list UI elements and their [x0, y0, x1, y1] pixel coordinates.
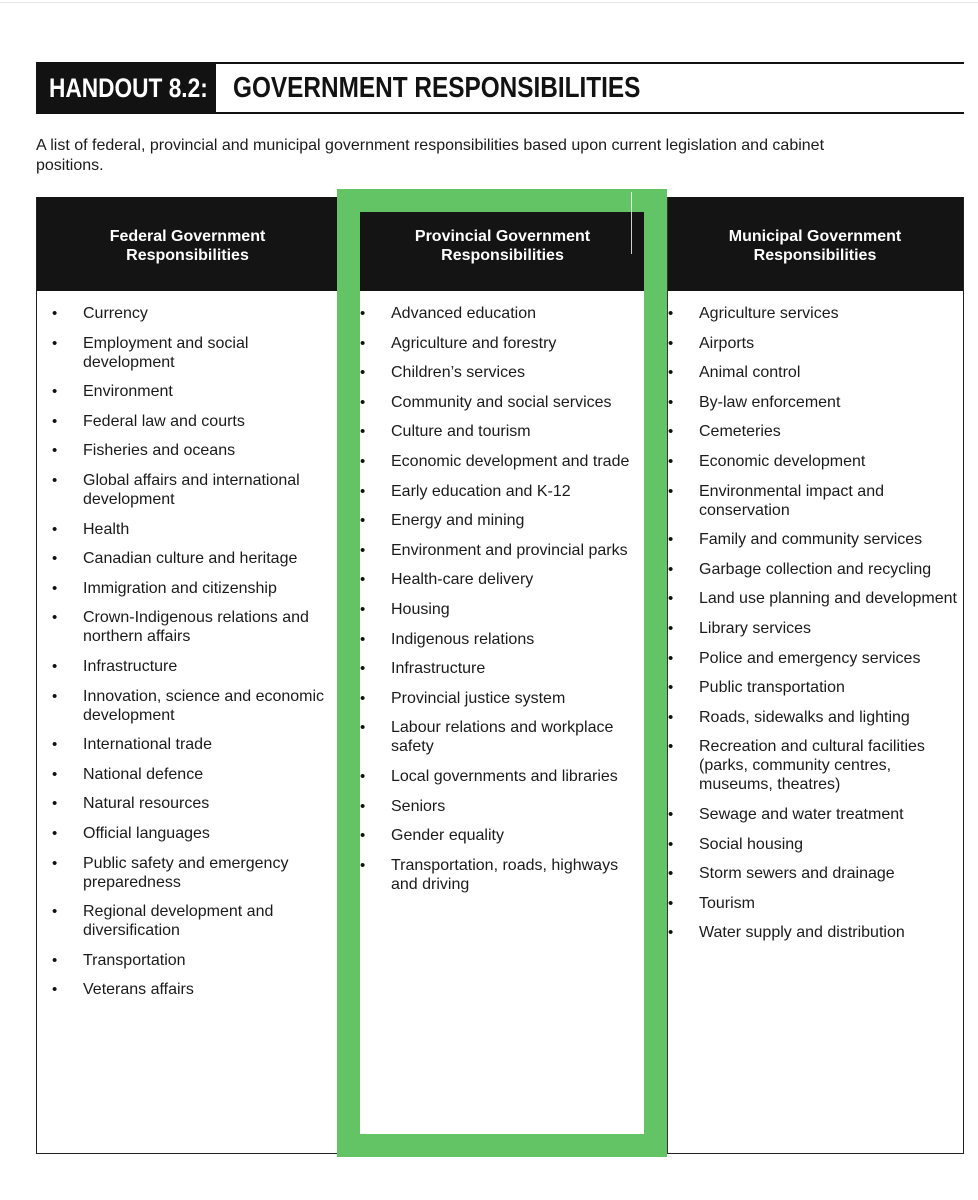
municipal-list-item: • Social housing [653, 835, 961, 854]
provincial-list-item: • Environment and provincial parks [345, 541, 645, 560]
provincial-list-item: • Labour relations and workplace safety [345, 718, 645, 756]
provincial-responsibilities-list [345, 304, 645, 904]
federal-list-item: • Veterans affairs [37, 980, 335, 999]
provincial-list-item: • Transportation, roads, highways and driving [345, 856, 645, 894]
provincial-list-item: • Agriculture and forestry [345, 334, 645, 353]
municipal-list-item: • Water supply and distribution [653, 923, 961, 942]
column-divider [338, 197, 339, 1154]
provincial-list-item: • Infrastructure [345, 659, 645, 678]
federal-list-item: • Global affairs and international development [37, 471, 335, 509]
provincial-list-item: • Children’s services [345, 363, 645, 382]
municipal-list-item: • Animal control [653, 363, 961, 382]
municipal-list-item: • Economic development [653, 452, 961, 471]
federal-list-item: • Immigration and citizenship [37, 579, 335, 598]
municipal-list-item: • Environmental impact and conservation [653, 482, 961, 520]
provincial-list-item: • Community and social services [345, 393, 645, 412]
page-top-rule [0, 2, 978, 3]
federal-column-header [37, 197, 338, 291]
provincial-heading-line2: Responsibilities [441, 247, 564, 264]
handout-title: GOVERNMENT RESPONSIBILITIES [233, 72, 641, 104]
municipal-list-item: • Library services [653, 619, 961, 638]
provincial-column-header [338, 197, 667, 291]
federal-list-item: • Regional development and diversification [37, 902, 335, 940]
federal-list-item: • Currency [37, 304, 335, 323]
municipal-list-item: • Sewage and water treatment [653, 805, 961, 824]
provincial-list-item: • Advanced education [345, 304, 645, 323]
handout-title-box [216, 62, 964, 114]
municipal-list-item: • Land use planning and development [653, 589, 961, 608]
municipal-list-item: • Airports [653, 334, 961, 353]
municipal-list-item: • Agriculture services [653, 304, 961, 323]
federal-list-item: • Employment and social development [37, 334, 335, 372]
federal-list-item: • National defence [37, 765, 335, 784]
federal-list-item: • Transportation [37, 951, 335, 970]
intro-text: A list of federal, provincial and municipal government responsibilities based upon current legislation and cabinet positions. [36, 137, 825, 174]
federal-list-item: • Fisheries and oceans [37, 441, 335, 460]
federal-list-item: • Innovation, science and economic development [37, 687, 335, 725]
municipal-list-item: • Roads, sidewalks and lighting [653, 708, 961, 727]
provincial-list-item: • Gender equality [345, 826, 645, 845]
federal-responsibilities-list [37, 304, 335, 1010]
municipal-list-item: • Storm sewers and drainage [653, 864, 961, 883]
federal-list-item: • Infrastructure [37, 657, 335, 676]
provincial-heading-line1: Provincial Government [414, 228, 591, 245]
provincial-list-item: • Indigenous relations [345, 630, 645, 649]
municipal-list-item: • Recreation and cultural facilities (parks, community centres, museums, theatres) [653, 737, 961, 794]
handout-label: HANDOUT 8.2: [49, 73, 208, 103]
federal-heading-line1: Federal Government [109, 228, 266, 245]
provincial-list-item: • Health-care delivery [345, 570, 645, 589]
federal-heading-line2: Responsibilities [126, 247, 249, 264]
provincial-list-item: • Seniors [345, 797, 645, 816]
federal-list-item: • Health [37, 520, 335, 539]
municipal-heading-line1: Municipal Government [728, 228, 902, 245]
municipal-list-item: • Public transportation [653, 678, 961, 697]
provincial-list-item: • Early education and K-12 [345, 482, 645, 501]
municipal-list-item: • Police and emergency services [653, 649, 961, 668]
provincial-list-item: • Local governments and libraries [345, 767, 645, 786]
municipal-list-item: • Tourism [653, 894, 961, 913]
municipal-list-item: • Cemeteries [653, 422, 961, 441]
provincial-list-item: • Energy and mining [345, 511, 645, 530]
federal-list-item: • Crown-Indigenous relations and northern affairs [37, 608, 335, 646]
handout-label-box [36, 62, 216, 114]
municipal-list-item: • Garbage collection and recycling [653, 560, 961, 579]
municipal-heading-line2: Responsibilities [753, 247, 877, 264]
federal-list-item: • Environment [37, 382, 335, 401]
federal-list-item: • International trade [37, 735, 335, 754]
provincial-list-item: • Culture and tourism [345, 422, 645, 441]
federal-list-item: • Public safety and emergency preparedness [37, 854, 335, 892]
highlight-edge-mark [631, 192, 632, 254]
federal-list-item: • Natural resources [37, 794, 335, 813]
municipal-responsibilities-list [653, 304, 961, 953]
federal-list-item: • Federal law and courts [37, 412, 335, 431]
federal-list-item: • Official languages [37, 824, 335, 843]
handout-title-bar [36, 62, 964, 114]
municipal-column-header [667, 197, 963, 291]
federal-list-item: • Canadian culture and heritage [37, 549, 335, 568]
municipal-list-item: • Family and community services [653, 530, 961, 549]
municipal-list-item: • By-law enforcement [653, 393, 961, 412]
provincial-list-item: • Economic development and trade [345, 452, 645, 471]
provincial-list-item: • Housing [345, 600, 645, 619]
provincial-list-item: • Provincial justice system [345, 689, 645, 708]
